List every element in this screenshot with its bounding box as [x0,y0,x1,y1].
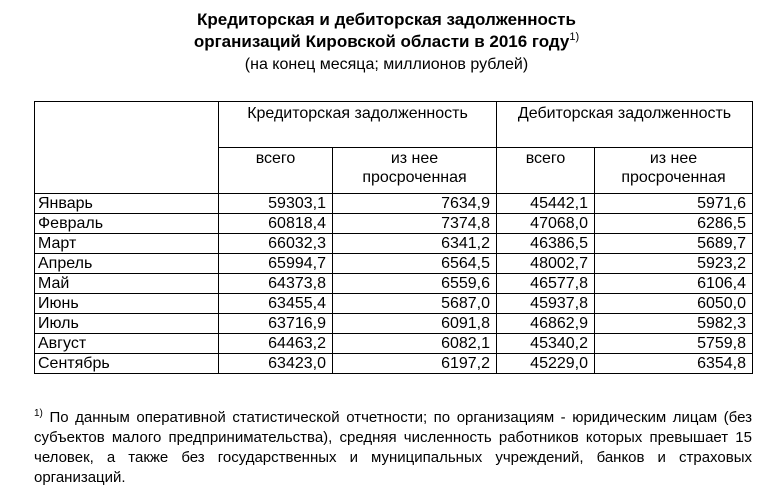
row-month: Январь [35,194,219,214]
table-row [35,194,753,214]
cell-creditor-total: 66032,3 [219,234,333,254]
cell-debtor-overdue: 6106,4 [595,274,753,294]
cell-debtor-total: 45937,8 [497,294,595,314]
subtitle: (на конец месяца; миллионов рублей) [244,56,529,73]
table-row [35,294,753,314]
footnote-mark: 1) [34,408,43,419]
cell-creditor-overdue: 6559,6 [333,274,497,294]
cell-creditor-overdue: 6197,2 [333,354,497,374]
cell-creditor-overdue: 5687,0 [333,294,497,314]
cell-creditor-total: 65994,7 [219,254,333,274]
table-row [35,214,753,234]
cell-debtor-total: 45442,1 [497,194,595,214]
cell-creditor-overdue: 6082,1 [333,334,497,354]
cell-creditor-overdue: 6341,2 [333,234,497,254]
cell-creditor-overdue: 7374,8 [333,214,497,234]
cell-creditor-overdue: 7634,9 [333,194,497,214]
row-month: Февраль [35,214,219,234]
cell-debtor-overdue: 6286,5 [595,214,753,234]
row-month: Апрель [35,254,219,274]
table-row [35,314,753,334]
cell-creditor-total: 63455,4 [219,294,333,314]
cell-debtor-total: 45229,0 [497,354,595,374]
cell-creditor-total: 60818,4 [219,214,333,234]
cell-debtor-overdue: 5923,2 [595,254,753,274]
header-creditor: Кредиторская задолженность [219,102,497,148]
cell-debtor-total: 45340,2 [497,334,595,354]
title-line-2-text: организаций Кировской области в 2016 году [193,32,570,51]
cell-debtor-total: 46862,9 [497,314,595,334]
table-row [35,234,753,254]
row-month: Сентябрь [35,354,219,374]
cell-debtor-overdue: 5971,6 [595,194,753,214]
title-line-2 [0,31,773,53]
table-row [35,274,753,294]
header-creditor-total: всего [219,148,333,194]
footnote-text: По данным оперативной статистической отчетности; по организациям - юридическим лицам (без субъектов малого предпринимательства), средняя численность работников которых превышает 15 человек, а также без государственных и муниципальных учреждений, банков и страховых организаций. [34,409,752,486]
row-month: Август [35,334,219,354]
title-line-1: Кредиторская и дебиторская задолженность [197,10,576,29]
header-debtor-overdue: из нее просроченная [595,148,753,194]
cell-debtor-overdue: 6050,0 [595,294,753,314]
cell-debtor-total: 46386,5 [497,234,595,254]
cell-creditor-total: 63423,0 [219,354,333,374]
cell-debtor-total: 46577,8 [497,274,595,294]
header-debtor: Дебиторская задолженность [497,102,753,148]
title-footnote-mark: 1) [569,31,580,43]
cell-debtor-overdue: 5759,8 [595,334,753,354]
row-month: Март [35,234,219,254]
table-row [35,334,753,354]
cell-creditor-overdue: 6091,8 [333,314,497,334]
debt-table [34,101,753,374]
table-row [35,254,753,274]
row-month: Июль [35,314,219,334]
row-month: Май [35,274,219,294]
cell-creditor-overdue: 6564,5 [333,254,497,274]
header-creditor-overdue: из нее просроченная [333,148,497,194]
table-body [35,194,753,374]
cell-debtor-total: 48002,7 [497,254,595,274]
table-row [35,354,753,374]
cell-creditor-total: 59303,1 [219,194,333,214]
footnote [34,408,752,488]
cell-debtor-total: 47068,0 [497,214,595,234]
corner-cell [35,102,219,194]
row-month: Июнь [35,294,219,314]
cell-debtor-overdue: 6354,8 [595,354,753,374]
header-debtor-total: всего [497,148,595,194]
cell-creditor-total: 64463,2 [219,334,333,354]
cell-debtor-overdue: 5982,3 [595,314,753,334]
cell-debtor-overdue: 5689,7 [595,234,753,254]
cell-creditor-total: 63716,9 [219,314,333,334]
cell-creditor-total: 64373,8 [219,274,333,294]
